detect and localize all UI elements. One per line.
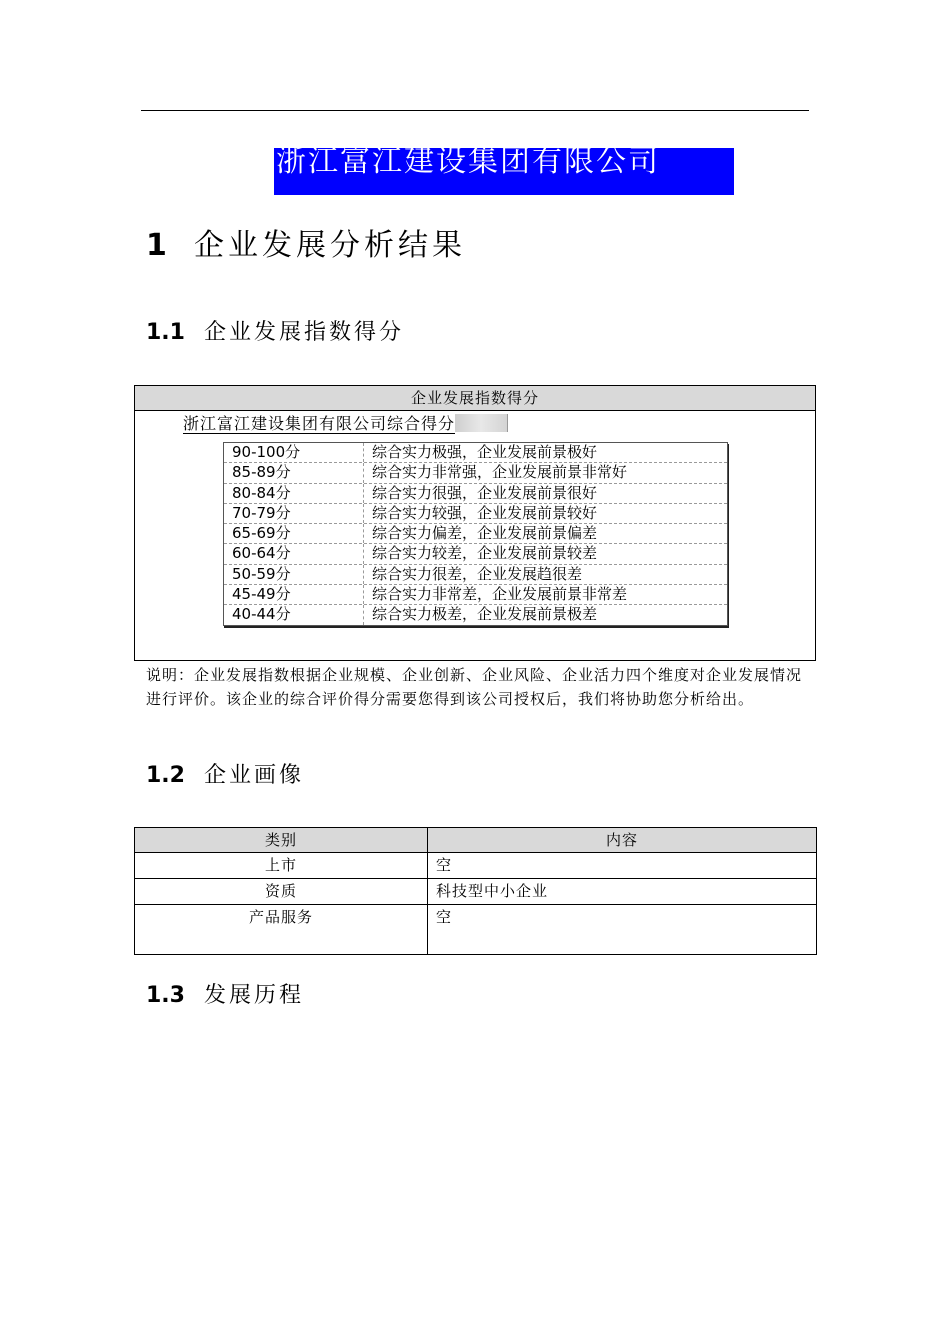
grade-row	[224, 484, 727, 504]
section-number: 1	[146, 228, 167, 263]
section-number: 1.3	[146, 983, 185, 1008]
content-cell: 科技型中小企业	[428, 879, 817, 905]
section-1-2-heading	[146, 761, 304, 791]
grade-desc: 综合实力极强，企业发展前景极好	[372, 443, 598, 461]
section-title: 企业画像	[204, 763, 305, 788]
column-header-category: 类别	[135, 828, 428, 853]
table-row	[135, 879, 817, 905]
column-header-content: 内容	[428, 828, 817, 853]
grade-range: 80-84分	[224, 484, 364, 503]
content-cell: 空	[428, 853, 817, 879]
blurred-score	[455, 414, 508, 432]
grade-table	[223, 442, 728, 626]
category-cell: 资质	[135, 879, 428, 905]
grade-range: 45-49分	[224, 585, 364, 604]
grade-desc: 综合实力非常差，企业发展前景非常差	[372, 585, 628, 604]
grade-desc: 综合实力较强，企业发展前景较好	[372, 503, 598, 522]
table-row	[135, 905, 817, 955]
grade-row	[224, 524, 727, 544]
grade-range: 40-44分	[224, 605, 364, 624]
score-company-name: 浙江富江建设集团有限公司综合得分	[183, 414, 456, 433]
grade-row	[224, 585, 727, 605]
section-number: 1.1	[146, 320, 185, 345]
grade-range: 70-79分	[224, 504, 364, 523]
grade-desc: 综合实力很差，企业发展趋很差	[372, 564, 583, 583]
content-cell: 空	[428, 905, 817, 955]
score-box	[134, 385, 816, 661]
explanation-note: 说明：企业发展指数根据企业规模、企业创新、企业风险、企业活力四个维度对企业发展情况进行评价。该企业的综合评价得分需要您得到该公司授权后，我们将协助您分析给出。	[146, 666, 803, 708]
section-title: 发展历程	[204, 983, 305, 1008]
profile-table	[134, 827, 817, 955]
grade-row	[224, 443, 727, 463]
grade-range: 85-89分	[224, 463, 364, 482]
grade-range: 65-69分	[224, 524, 364, 543]
grade-range: 90-100分	[224, 443, 364, 462]
section-1-1-heading	[146, 318, 404, 348]
grade-desc: 综合实力偏差，企业发展前景偏差	[372, 524, 598, 543]
company-banner: 浙江富江建设集团有限公司	[274, 148, 734, 195]
grade-row	[224, 544, 727, 564]
category-cell: 上市	[135, 853, 428, 879]
table-row	[135, 853, 817, 879]
grade-row	[224, 565, 727, 585]
score-line	[183, 413, 508, 435]
table-header-row	[135, 828, 817, 853]
score-box-header: 企业发展指数得分	[135, 386, 815, 411]
section-title: 企业发展指数得分	[204, 320, 405, 345]
grade-range: 50-59分	[224, 565, 364, 584]
grade-desc: 综合实力较差，企业发展前景较差	[372, 544, 598, 563]
grade-row	[224, 605, 727, 624]
section-number: 1.2	[146, 763, 185, 788]
section-1-3-heading	[146, 981, 304, 1011]
grade-desc: 综合实力极差，企业发展前景极差	[372, 605, 598, 624]
section-1-heading	[146, 226, 466, 266]
grade-row	[224, 463, 727, 483]
grade-desc: 综合实力很强，企业发展前景很好	[372, 483, 598, 502]
grade-desc: 综合实力非常强，企业发展前景非常好	[372, 463, 628, 482]
header-rule	[141, 110, 809, 111]
grade-range: 60-64分	[224, 544, 364, 563]
section-title: 企业发展分析结果	[194, 228, 466, 263]
category-cell: 产品服务	[135, 905, 428, 955]
grade-row	[224, 504, 727, 524]
